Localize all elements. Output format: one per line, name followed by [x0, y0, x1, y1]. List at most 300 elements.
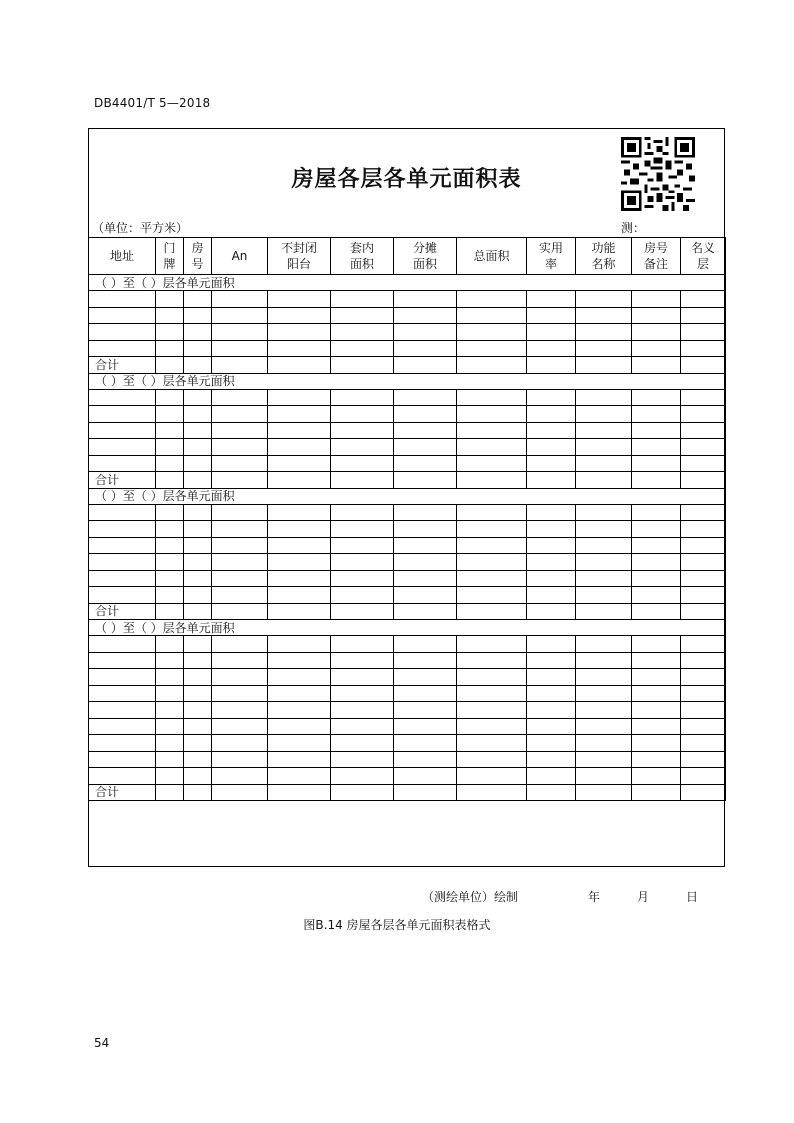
table-cell [331, 439, 394, 456]
total-row [89, 784, 726, 801]
table-cell [527, 537, 576, 554]
table-cell [457, 554, 527, 571]
table-cell [632, 685, 681, 702]
table-cell [89, 735, 156, 752]
table-cell [394, 439, 457, 456]
table-cell [268, 570, 331, 587]
table-cell [89, 702, 156, 719]
table-cell [184, 521, 212, 538]
table-cell [632, 340, 681, 357]
table-cell [576, 587, 632, 604]
table-cell [156, 455, 184, 472]
table-cell [331, 389, 394, 406]
table-cell [184, 652, 212, 669]
table-cell [89, 504, 156, 521]
table-cell [681, 718, 726, 735]
table-cell [394, 389, 457, 406]
table-cell [457, 784, 527, 801]
table-cell [89, 422, 156, 439]
total-row [89, 603, 726, 620]
table-cell [457, 422, 527, 439]
table-cell [268, 389, 331, 406]
table-cell [457, 718, 527, 735]
table-cell [394, 291, 457, 308]
column-header: 分摊 面积 [394, 238, 457, 275]
table-cell [681, 554, 726, 571]
table-cell [457, 603, 527, 620]
table-cell [89, 768, 156, 785]
table-cell [527, 702, 576, 719]
table-row [89, 291, 726, 308]
table-cell [212, 521, 268, 538]
table-cell [331, 537, 394, 554]
table-row [89, 389, 726, 406]
table-cell [156, 340, 184, 357]
table-cell [632, 439, 681, 456]
table-cell [576, 603, 632, 620]
page-number: 54 [94, 1036, 110, 1050]
table-row [89, 636, 726, 653]
table-cell [576, 702, 632, 719]
table-cell [457, 406, 527, 423]
table-cell [89, 406, 156, 423]
footer-month: 月 [637, 890, 650, 904]
table-cell [576, 439, 632, 456]
total-label: 合计 [89, 472, 156, 489]
table-cell [527, 504, 576, 521]
column-header: 名义 层 [681, 238, 726, 275]
table-cell [457, 472, 527, 489]
table-cell [632, 784, 681, 801]
table-cell [457, 340, 527, 357]
table-cell [681, 636, 726, 653]
table-cell [184, 389, 212, 406]
table-cell [268, 472, 331, 489]
figure-caption: 图B.14 房屋各层各单元面积表格式 [303, 918, 491, 932]
column-header: 功能 名称 [576, 238, 632, 275]
table-cell [681, 406, 726, 423]
table-cell [394, 406, 457, 423]
qr-code-icon [621, 137, 695, 211]
qr-caption: 测： [621, 221, 646, 235]
table-cell [681, 669, 726, 686]
table-cell [632, 652, 681, 669]
table-cell [184, 439, 212, 456]
table-cell [184, 587, 212, 604]
table-cell [632, 291, 681, 308]
table-cell [212, 340, 268, 357]
table-cell [457, 455, 527, 472]
table-cell [184, 340, 212, 357]
table-cell [394, 357, 457, 374]
table-cell [156, 406, 184, 423]
table-row [89, 307, 726, 324]
table-cell [268, 751, 331, 768]
table-cell [156, 324, 184, 341]
table-cell [527, 768, 576, 785]
table-cell [89, 636, 156, 653]
table-cell [681, 570, 726, 587]
table-cell [184, 718, 212, 735]
table-cell [681, 307, 726, 324]
table-cell [331, 406, 394, 423]
table-cell [394, 768, 457, 785]
table-row [89, 504, 726, 521]
table-cell [268, 554, 331, 571]
table-cell [331, 340, 394, 357]
table-cell [457, 291, 527, 308]
table-cell [457, 735, 527, 752]
table-cell [212, 422, 268, 439]
table-body [89, 275, 726, 801]
table-cell [89, 652, 156, 669]
table-cell [527, 587, 576, 604]
table-cell [268, 702, 331, 719]
table-cell [156, 768, 184, 785]
table-cell [331, 455, 394, 472]
table-cell [632, 554, 681, 571]
unit-label: （单位：平方米） [92, 221, 189, 235]
table-cell [184, 603, 212, 620]
table-cell [632, 307, 681, 324]
table-cell [212, 455, 268, 472]
table-cell [184, 504, 212, 521]
table-row [89, 324, 726, 341]
table-cell [681, 324, 726, 341]
table-cell [156, 422, 184, 439]
table-cell [681, 652, 726, 669]
table-cell [156, 735, 184, 752]
table-cell [212, 472, 268, 489]
table-cell [331, 669, 394, 686]
table-cell [576, 521, 632, 538]
table-cell [457, 521, 527, 538]
table-cell [576, 669, 632, 686]
table-cell [156, 389, 184, 406]
area-table-container [88, 237, 725, 801]
table-cell [394, 587, 457, 604]
section-heading-row [89, 275, 726, 291]
table-cell [576, 389, 632, 406]
table-cell [394, 636, 457, 653]
table-cell [156, 504, 184, 521]
table-cell [394, 784, 457, 801]
table-cell [527, 669, 576, 686]
table-cell [268, 439, 331, 456]
table-cell [89, 751, 156, 768]
table-cell [156, 570, 184, 587]
form-title: 房屋各层各单元面积表 [291, 167, 522, 192]
table-cell [156, 291, 184, 308]
table-cell [184, 669, 212, 686]
table-cell [576, 784, 632, 801]
table-cell [527, 735, 576, 752]
table-cell [184, 357, 212, 374]
table-cell [184, 768, 212, 785]
table-cell [184, 472, 212, 489]
table-row [89, 718, 726, 735]
table-cell [184, 537, 212, 554]
document-code: DB4401/T 5—2018 [94, 96, 211, 110]
table-cell [331, 570, 394, 587]
table-cell [394, 422, 457, 439]
table-cell [457, 357, 527, 374]
table-cell [576, 570, 632, 587]
table-cell [212, 291, 268, 308]
table-cell [331, 472, 394, 489]
table-row [89, 521, 726, 538]
table-cell [156, 751, 184, 768]
table-cell [394, 504, 457, 521]
table-cell [268, 357, 331, 374]
table-row [89, 669, 726, 686]
table-cell [576, 537, 632, 554]
table-cell [632, 570, 681, 587]
table-cell [632, 669, 681, 686]
table-cell [457, 702, 527, 719]
table-cell [527, 603, 576, 620]
table-cell [394, 570, 457, 587]
table-cell [457, 439, 527, 456]
table-cell [268, 455, 331, 472]
table-cell [576, 357, 632, 374]
table-cell [268, 652, 331, 669]
table-row [89, 554, 726, 571]
table-cell [576, 554, 632, 571]
table-cell [457, 636, 527, 653]
table-cell [184, 685, 212, 702]
table-cell [632, 521, 681, 538]
table-cell [268, 685, 331, 702]
table-cell [156, 669, 184, 686]
table-cell [394, 603, 457, 620]
table-cell [394, 685, 457, 702]
table-cell [184, 307, 212, 324]
table-cell [89, 554, 156, 571]
table-cell [457, 685, 527, 702]
table-cell [457, 669, 527, 686]
table-cell [681, 291, 726, 308]
unit-area-table [88, 237, 726, 801]
table-cell [184, 751, 212, 768]
table-cell [527, 554, 576, 571]
table-cell [681, 357, 726, 374]
table-cell [268, 784, 331, 801]
table-cell [527, 422, 576, 439]
table-cell [268, 718, 331, 735]
table-cell [681, 521, 726, 538]
total-label: 合计 [89, 603, 156, 620]
table-cell [268, 422, 331, 439]
table-cell [527, 570, 576, 587]
table-cell [212, 652, 268, 669]
section-heading: （ ）至（ ）层各单元面积 [89, 275, 726, 291]
table-cell [632, 718, 681, 735]
table-cell [268, 406, 331, 423]
footer-day: 日 [686, 890, 699, 904]
table-cell [457, 768, 527, 785]
table-cell [89, 685, 156, 702]
table-cell [212, 504, 268, 521]
column-header: 不封闭 阳台 [268, 238, 331, 275]
table-cell [89, 291, 156, 308]
table-cell [212, 389, 268, 406]
table-cell [681, 768, 726, 785]
table-cell [394, 735, 457, 752]
table-cell [457, 324, 527, 341]
table-cell [527, 439, 576, 456]
table-cell [184, 784, 212, 801]
table-row [89, 537, 726, 554]
table-cell [576, 406, 632, 423]
table-cell [394, 521, 457, 538]
table-cell [268, 324, 331, 341]
column-header: 房号 备注 [632, 238, 681, 275]
table-row [89, 406, 726, 423]
column-header: 门 牌 [156, 238, 184, 275]
table-cell [331, 357, 394, 374]
table-cell [632, 603, 681, 620]
table-cell [457, 389, 527, 406]
total-label: 合计 [89, 784, 156, 801]
table-cell [212, 636, 268, 653]
section-heading-row [89, 620, 726, 636]
table-cell [632, 422, 681, 439]
table-cell [89, 718, 156, 735]
table-cell [576, 291, 632, 308]
table-cell [331, 652, 394, 669]
table-cell [331, 603, 394, 620]
table-cell [527, 472, 576, 489]
table-cell [212, 307, 268, 324]
table-cell [156, 603, 184, 620]
table-cell [394, 751, 457, 768]
table-cell [184, 570, 212, 587]
table-cell [156, 784, 184, 801]
table-cell [681, 439, 726, 456]
table-cell [632, 389, 681, 406]
table-cell [457, 652, 527, 669]
table-cell [331, 324, 394, 341]
table-cell [268, 636, 331, 653]
table-cell [632, 504, 681, 521]
table-cell [576, 455, 632, 472]
table-cell [212, 537, 268, 554]
table-cell [89, 537, 156, 554]
table-cell [632, 587, 681, 604]
table-cell [184, 702, 212, 719]
table-cell [527, 340, 576, 357]
table-cell [576, 751, 632, 768]
table-cell [632, 537, 681, 554]
table-cell [89, 307, 156, 324]
table-cell [268, 603, 331, 620]
table-cell [632, 768, 681, 785]
table-cell [212, 587, 268, 604]
table-cell [212, 718, 268, 735]
table-cell [681, 389, 726, 406]
section-heading: （ ）至（ ）层各单元面积 [89, 620, 726, 636]
table-cell [156, 439, 184, 456]
table-cell [527, 718, 576, 735]
column-header: 总面积 [457, 238, 527, 275]
column-header: 房 号 [184, 238, 212, 275]
table-cell [156, 718, 184, 735]
table-cell [212, 324, 268, 341]
table-cell [184, 406, 212, 423]
table-cell [681, 340, 726, 357]
table-cell [576, 718, 632, 735]
table-cell [331, 702, 394, 719]
table-cell [681, 537, 726, 554]
table-row [89, 422, 726, 439]
table-cell [331, 685, 394, 702]
table-cell [394, 554, 457, 571]
table-cell [394, 702, 457, 719]
table-cell [156, 702, 184, 719]
table-cell [331, 422, 394, 439]
table-cell [576, 307, 632, 324]
table-cell [89, 340, 156, 357]
table-cell [212, 439, 268, 456]
column-header: 实用 率 [527, 238, 576, 275]
table-cell [156, 521, 184, 538]
table-cell [331, 784, 394, 801]
table-cell [457, 537, 527, 554]
table-cell [457, 751, 527, 768]
table-cell [212, 784, 268, 801]
table-row [89, 702, 726, 719]
table-cell [576, 636, 632, 653]
table-cell [212, 751, 268, 768]
table-cell [457, 570, 527, 587]
table-cell [156, 587, 184, 604]
table-cell [212, 554, 268, 571]
table-cell [394, 537, 457, 554]
table-cell [212, 357, 268, 374]
table-cell [268, 291, 331, 308]
footer-maker: （测绘单位）绘制 [422, 890, 519, 904]
column-header: An [212, 238, 268, 275]
table-cell [527, 291, 576, 308]
table-cell [576, 340, 632, 357]
table-cell [681, 751, 726, 768]
table-cell [527, 324, 576, 341]
table-cell [268, 735, 331, 752]
table-cell [156, 685, 184, 702]
table-cell [681, 455, 726, 472]
table-cell [394, 472, 457, 489]
table-cell [681, 587, 726, 604]
table-cell [394, 340, 457, 357]
table-row [89, 340, 726, 357]
table-cell [212, 702, 268, 719]
section-heading-row [89, 373, 726, 389]
section-heading: （ ）至（ ）层各单元面积 [89, 373, 726, 389]
table-cell [527, 521, 576, 538]
table-cell [89, 389, 156, 406]
table-cell [576, 472, 632, 489]
table-cell [331, 636, 394, 653]
total-row [89, 472, 726, 489]
table-row [89, 735, 726, 752]
table-cell [394, 455, 457, 472]
table-cell [681, 603, 726, 620]
section-heading-row [89, 488, 726, 504]
table-cell [268, 537, 331, 554]
table-cell [156, 636, 184, 653]
table-cell [457, 587, 527, 604]
